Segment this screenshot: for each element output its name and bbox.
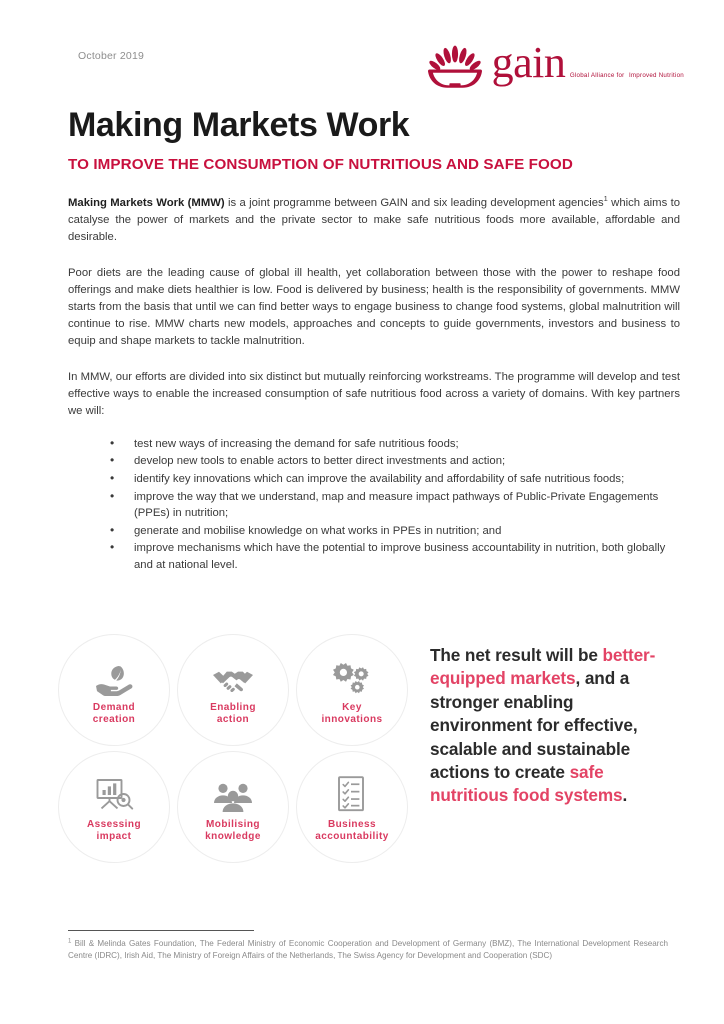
workstream-label: Assessing impact (86, 818, 142, 842)
chart-magnifier-icon (93, 773, 135, 813)
paragraph-3: In MMW, our efforts are divided into six distinct but mutually reinforcing workstreams. The programme will develop and test effective ways to enable the increased consumption of safe nutritious food across a variety of domains. With key partners we will: (68, 371, 680, 417)
pull-quote-highlight-1: better-equipped markets (430, 645, 656, 689)
gain-tagline-line-2: Improved Nutrition (628, 72, 684, 79)
body-content (68, 195, 680, 574)
pull-quote-segment-3: . (622, 785, 628, 806)
gears-icon (332, 656, 372, 696)
workstream-circle-grid (58, 634, 408, 863)
workstream-enabling-action (177, 634, 289, 746)
list-item: • develop new tools to enable actors to better direct investments and action; (68, 453, 680, 470)
paragraph-1-tail: which aims to catalyse the power of markets and the private sector to make safe nutritious foods more available, affordable and desirable. (68, 197, 680, 243)
footnote-text (68, 938, 668, 961)
list-item: • improve the way that we understand, map and measure impact pathways of Public-Private Engagements (PPEs) in nutrition; (68, 489, 680, 522)
people-group-icon (212, 773, 254, 813)
page-title: Making Markets Work (68, 106, 410, 144)
workstream-label: Business accountability (315, 818, 389, 842)
handshake-icon (212, 656, 254, 696)
workstream-key-innovations (296, 634, 408, 746)
hand-holding-leaf-icon (94, 656, 134, 696)
paragraph-1-rest: is a joint programme between GAIN and six leading development agencies (224, 197, 604, 209)
workstream-mobilising-knowledge (177, 751, 289, 863)
gain-tagline-line-1: Global Alliance for (569, 72, 625, 79)
footnote-marker: 1 (68, 938, 72, 945)
paragraph-1-lead-bold: Making Markets Work (MMW) (68, 197, 225, 209)
workstream-label: Mobilising knowledge (205, 818, 261, 842)
pull-quote (426, 634, 678, 863)
footnote-reference-marker: 1 (603, 194, 608, 204)
workstream-bullet-list (68, 436, 680, 574)
footnote-body: Bill & Melinda Gates Foundation, The Federal Ministry of Economic Cooperation and Development of Germany (BMZ), The International Development Research Centre (IDRC), Irish Aid, The Ministry of Foreign Affairs of the Netherlands, The Swiss Agency for Development and Cooperation (SDC) (68, 939, 668, 960)
page-header (0, 0, 724, 105)
gain-wordmark (491, 38, 684, 87)
footnote-divider (68, 930, 254, 931)
workstreams-showcase (58, 634, 678, 863)
paragraph-2: Poor diets are the leading cause of global ill health, yet collaboration between those with the power to reshape food offerings and make diets healthier is low. Food is delivered by business; health is the responsibility of governments. MMW starts from the basis that until we can find better ways to engage business to change food systems, global malnutrition will continue to rise. MMW charts new models, approaches and concepts to guide governments, investors and business to equip and shape markets to tackle malnutrition. (68, 267, 680, 347)
document-date: October 2019 (78, 50, 145, 62)
pull-quote-segment-2: , and a stronger enabling environment for effective, scalable and sustainable actions to create (430, 668, 638, 783)
workstream-label: Demand creation (92, 701, 136, 725)
list-item: • generate and mobilise knowledge on what works in PPEs in nutrition; and (68, 523, 680, 540)
workstream-label: Key innovations (321, 701, 383, 725)
page-subtitle: TO IMPROVE THE CONSUMPTION OF NUTRITIOUS AND SAFE FOOD (68, 156, 573, 173)
pull-quote-segment-1: The net result will be (430, 645, 603, 665)
workstream-business-accountability (296, 751, 408, 863)
gain-bowl-wheat-logo-icon (427, 42, 483, 90)
workstream-label: Enabling action (210, 701, 256, 725)
footnote-block (68, 930, 668, 961)
list-item: • improve mechanisms which have the potential to improve business accountability in nutrition, both globally and at national level. (68, 540, 680, 573)
gain-logo (427, 38, 684, 90)
checklist-clipboard-icon (336, 773, 368, 813)
pull-quote-highlight-2: safe nutritious food systems (430, 762, 623, 806)
list-item: • identify key innovations which can improve the availability and affordability of safe nutritious foods; (68, 471, 680, 488)
workstream-demand-creation (58, 634, 170, 746)
gain-wordmark-text: gain (491, 38, 566, 87)
list-item: • test new ways of increasing the demand for safe nutritious foods; (68, 436, 680, 453)
paragraph-1 (68, 195, 680, 245)
workstream-assessing-impact (58, 751, 170, 863)
